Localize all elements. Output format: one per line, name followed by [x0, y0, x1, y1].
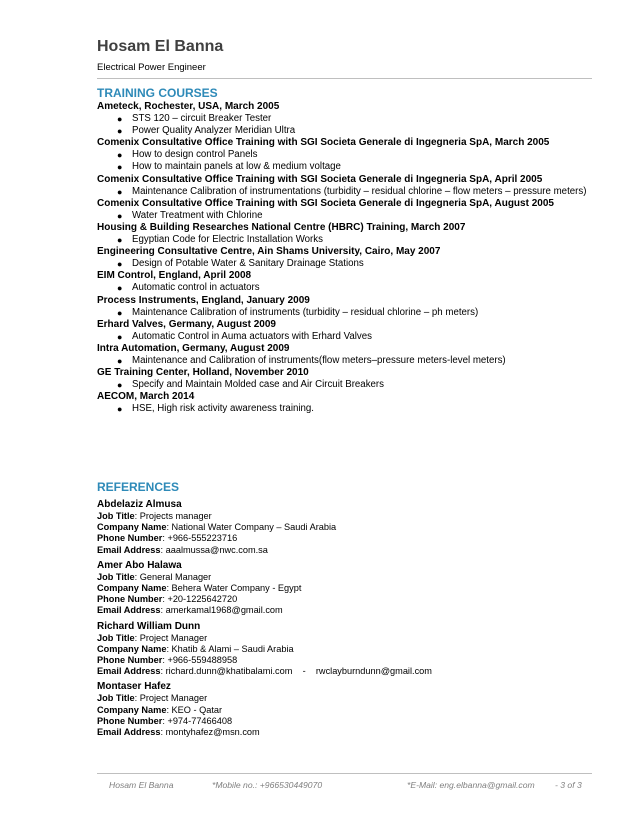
reference-phone-line [97, 655, 592, 666]
reference-company-label: Company Name [97, 643, 167, 654]
label-separator: : [160, 605, 166, 616]
reference-job-value: Projects manager [139, 511, 212, 521]
reference-company-line [97, 644, 592, 655]
references-list [97, 498, 592, 741]
reference-job-value: General Manager [139, 571, 212, 582]
label-separator: : [134, 511, 140, 521]
training-bullet-text: Design of Potable Water & Sanitary Drainage Stations [132, 258, 364, 270]
training-list [97, 101, 592, 415]
label-separator: : [162, 715, 168, 726]
reference-card [97, 680, 592, 738]
reference-company-line [97, 705, 592, 716]
training-bullet-text: Automatic control in actuators [132, 282, 260, 294]
bullet-icon: ● [117, 259, 123, 270]
label-separator: : [162, 655, 168, 666]
reference-email-value[interactable]: montyhafez@msn.com [165, 727, 260, 738]
training-entry-title: Process Instruments, England, January 2009 [97, 294, 310, 306]
training-bullet-item [97, 282, 592, 294]
bullet-icon: ● [117, 380, 123, 391]
reference-email-label: Email Address [97, 605, 161, 616]
bullet-icon: ● [117, 162, 123, 173]
training-entry-title: AECOM, March 2014 [97, 391, 195, 403]
candidate-name: Hosam El Banna [97, 38, 224, 55]
reference-phone-label: Phone Number [97, 715, 163, 726]
reference-email-value[interactable]: aaalmussa@nwc.com.sa [165, 544, 268, 555]
label-separator: : [160, 727, 166, 738]
reference-job-label: Job Title [97, 571, 135, 582]
reference-company-label: Company Name [97, 583, 167, 594]
bullet-icon: ● [117, 210, 123, 221]
training-bullet-item [97, 125, 592, 137]
training-bullet-item [97, 161, 592, 173]
training-bullet-text: Egyptian Code for Electric Installation Works [132, 234, 323, 246]
footer-page-number: - 3 of 3 [555, 780, 582, 790]
reference-card [97, 620, 592, 678]
label-separator: : [134, 571, 140, 582]
footer-mobile: *Mobile no.: +966530449070 [212, 780, 323, 790]
footer-divider [97, 773, 592, 774]
reference-phone-label: Phone Number [97, 533, 163, 544]
reference-phone-value: +974-77466408 [167, 715, 233, 726]
training-bullet-item [97, 355, 592, 367]
reference-name: Abdelaziz Almusa [97, 499, 182, 510]
reference-company-line [97, 583, 592, 594]
label-separator: : [162, 594, 168, 605]
reference-company-value: National Water Company – Saudi Arabia [171, 522, 337, 533]
reference-company-line [97, 522, 592, 533]
reference-phone-label: Phone Number [97, 594, 163, 605]
training-entry-title: GE Training Center, Holland, November 2010 [97, 367, 309, 379]
label-separator: : [162, 533, 168, 544]
bullet-icon: ● [117, 283, 123, 294]
references-heading: REFERENCES [97, 480, 180, 494]
training-bullet-text: HSE, High risk activity awareness training. [132, 403, 314, 415]
reference-job-value: Project Manager [139, 693, 208, 704]
label-separator: : [166, 583, 172, 594]
bullet-icon: ● [117, 126, 123, 137]
bullet-icon: ● [117, 404, 123, 415]
training-bullet-text: Maintenance Calibration of instruments (turbidity – residual chlorine – ph meters) [132, 306, 479, 318]
training-bullet-text: Maintenance Calibration of instrumentations (turbidity – residual chlorine – flow meters – pressure meters) [132, 185, 587, 197]
training-bullet-text: STS 120 – circuit Breaker Tester [132, 113, 272, 125]
label-separator: : [134, 632, 140, 643]
training-bullet-item [97, 258, 592, 270]
training-bullet-item [97, 234, 592, 246]
candidate-title: Electrical Power Engineer [97, 62, 206, 73]
training-entry-title: Intra Automation, Germany, August 2009 [97, 342, 290, 354]
reference-email-line [97, 666, 592, 677]
reference-email-value[interactable]: amerkamal1968@gmail.com [165, 605, 283, 616]
training-bullet-text: Automatic Control in Auma actuators with Erhard Valves [132, 330, 372, 342]
reference-name: Montaser Hafez [97, 681, 171, 693]
reference-job-line [97, 633, 592, 644]
training-bullet-item [97, 403, 592, 415]
training-entry-title: Erhard Valves, Germany, August 2009 [97, 318, 276, 330]
training-entry-title: Ameteck, Rochester, USA, March 2005 [97, 101, 280, 112]
reference-phone-line [97, 533, 592, 544]
training-bullet-item [97, 307, 592, 319]
reference-company-label: Company Name [97, 704, 167, 715]
reference-email-label: Email Address [97, 544, 161, 555]
footer-email: *E-Mail: eng.elbanna@gmail.com [407, 780, 535, 790]
bullet-icon: ● [117, 150, 123, 161]
bullet-icon: ● [117, 307, 123, 318]
reference-email-value[interactable]: richard.dunn@khatibalami.com - rwclayburndunn@gmail.com [165, 666, 432, 677]
reference-job-label: Job Title [97, 693, 135, 704]
reference-job-label: Job Title [97, 511, 135, 521]
reference-company-value: Khatib & Alami – Saudi Arabia [171, 643, 294, 654]
reference-job-line [97, 572, 592, 583]
label-separator: : [166, 643, 172, 654]
reference-card [97, 559, 592, 617]
bullet-icon: ● [117, 186, 123, 197]
bullet-icon: ● [117, 331, 123, 342]
training-bullet-item [97, 331, 592, 343]
reference-company-label: Company Name [97, 522, 167, 533]
training-bullet-text: How to design control Panels [132, 149, 258, 161]
training-entry-title: Housing & Building Researches National Centre (HBRC) Training, March 2007 [97, 221, 466, 233]
header-divider [97, 78, 592, 79]
training-entry-title: Comenix Consultative Office Training with SGI Societa Generale di Ingegneria SpA, March 2005 [97, 137, 550, 149]
training-heading: TRAINING COURSES [97, 86, 218, 100]
training-entry-title: EIM Control, England, April 2008 [97, 270, 252, 282]
training-entry-title: Comenix Consultative Office Training with SGI Societa Generale di Ingegneria SpA, August 2005 [97, 197, 554, 209]
reference-phone-value: +966-559488958 [167, 655, 238, 666]
reference-email-label: Email Address [97, 666, 161, 677]
reference-email-line [97, 605, 592, 616]
reference-job-line [97, 693, 592, 704]
training-bullet-text: Specify and Maintain Molded case and Air Circuit Breakers [132, 379, 384, 391]
reference-name: Richard William Dunn [97, 620, 201, 632]
reference-job-value: Project Manager [139, 632, 208, 643]
label-separator: : [166, 522, 172, 533]
training-bullet-text: Water Treatment with Chlorine [132, 209, 263, 221]
training-bullet-item [97, 113, 592, 125]
label-separator: : [166, 704, 172, 715]
footer-name: Hosam El Banna [109, 780, 174, 790]
training-bullet-item [97, 186, 592, 198]
training-bullet-item [97, 210, 592, 222]
reference-email-label: Email Address [97, 727, 161, 738]
reference-email-line [97, 545, 592, 556]
bullet-icon: ● [117, 235, 123, 246]
reference-email-line [97, 727, 592, 738]
reference-phone-value: +966-555223716 [167, 533, 238, 544]
training-bullet-item [97, 149, 592, 161]
reference-job-label: Job Title [97, 632, 135, 643]
reference-phone-line [97, 594, 592, 605]
reference-name: Amer Abo Halawa [97, 559, 182, 571]
bullet-icon: ● [117, 114, 123, 125]
reference-phone-label: Phone Number [97, 655, 163, 666]
training-entry-title: Comenix Consultative Office Training with SGI Societa Generale di Ingegneria SpA, April 2005 [97, 173, 543, 185]
bullet-icon: ● [117, 355, 123, 366]
label-separator: : [160, 544, 166, 555]
training-bullet-text: How to maintain panels at low & medium voltage [132, 161, 341, 173]
reference-phone-line [97, 716, 592, 727]
reference-phone-value: +20-1225642720 [167, 594, 238, 605]
label-separator: : [134, 693, 140, 704]
reference-company-value: KEO - Qatar [171, 704, 223, 715]
reference-job-line [97, 511, 592, 522]
reference-card [97, 498, 592, 556]
label-separator: : [160, 666, 166, 677]
training-bullet-text: Power Quality Analyzer Meridian Ultra [132, 125, 296, 137]
training-bullet-item [97, 379, 592, 391]
reference-company-value: Behera Water Company - Egypt [171, 583, 302, 594]
training-bullet-text: Maintenance and Calibration of instruments(flow meters–pressure meters-level meters) [132, 354, 506, 366]
training-entry-title: Engineering Consultative Centre, Ain Shams University, Cairo, May 2007 [97, 246, 441, 258]
